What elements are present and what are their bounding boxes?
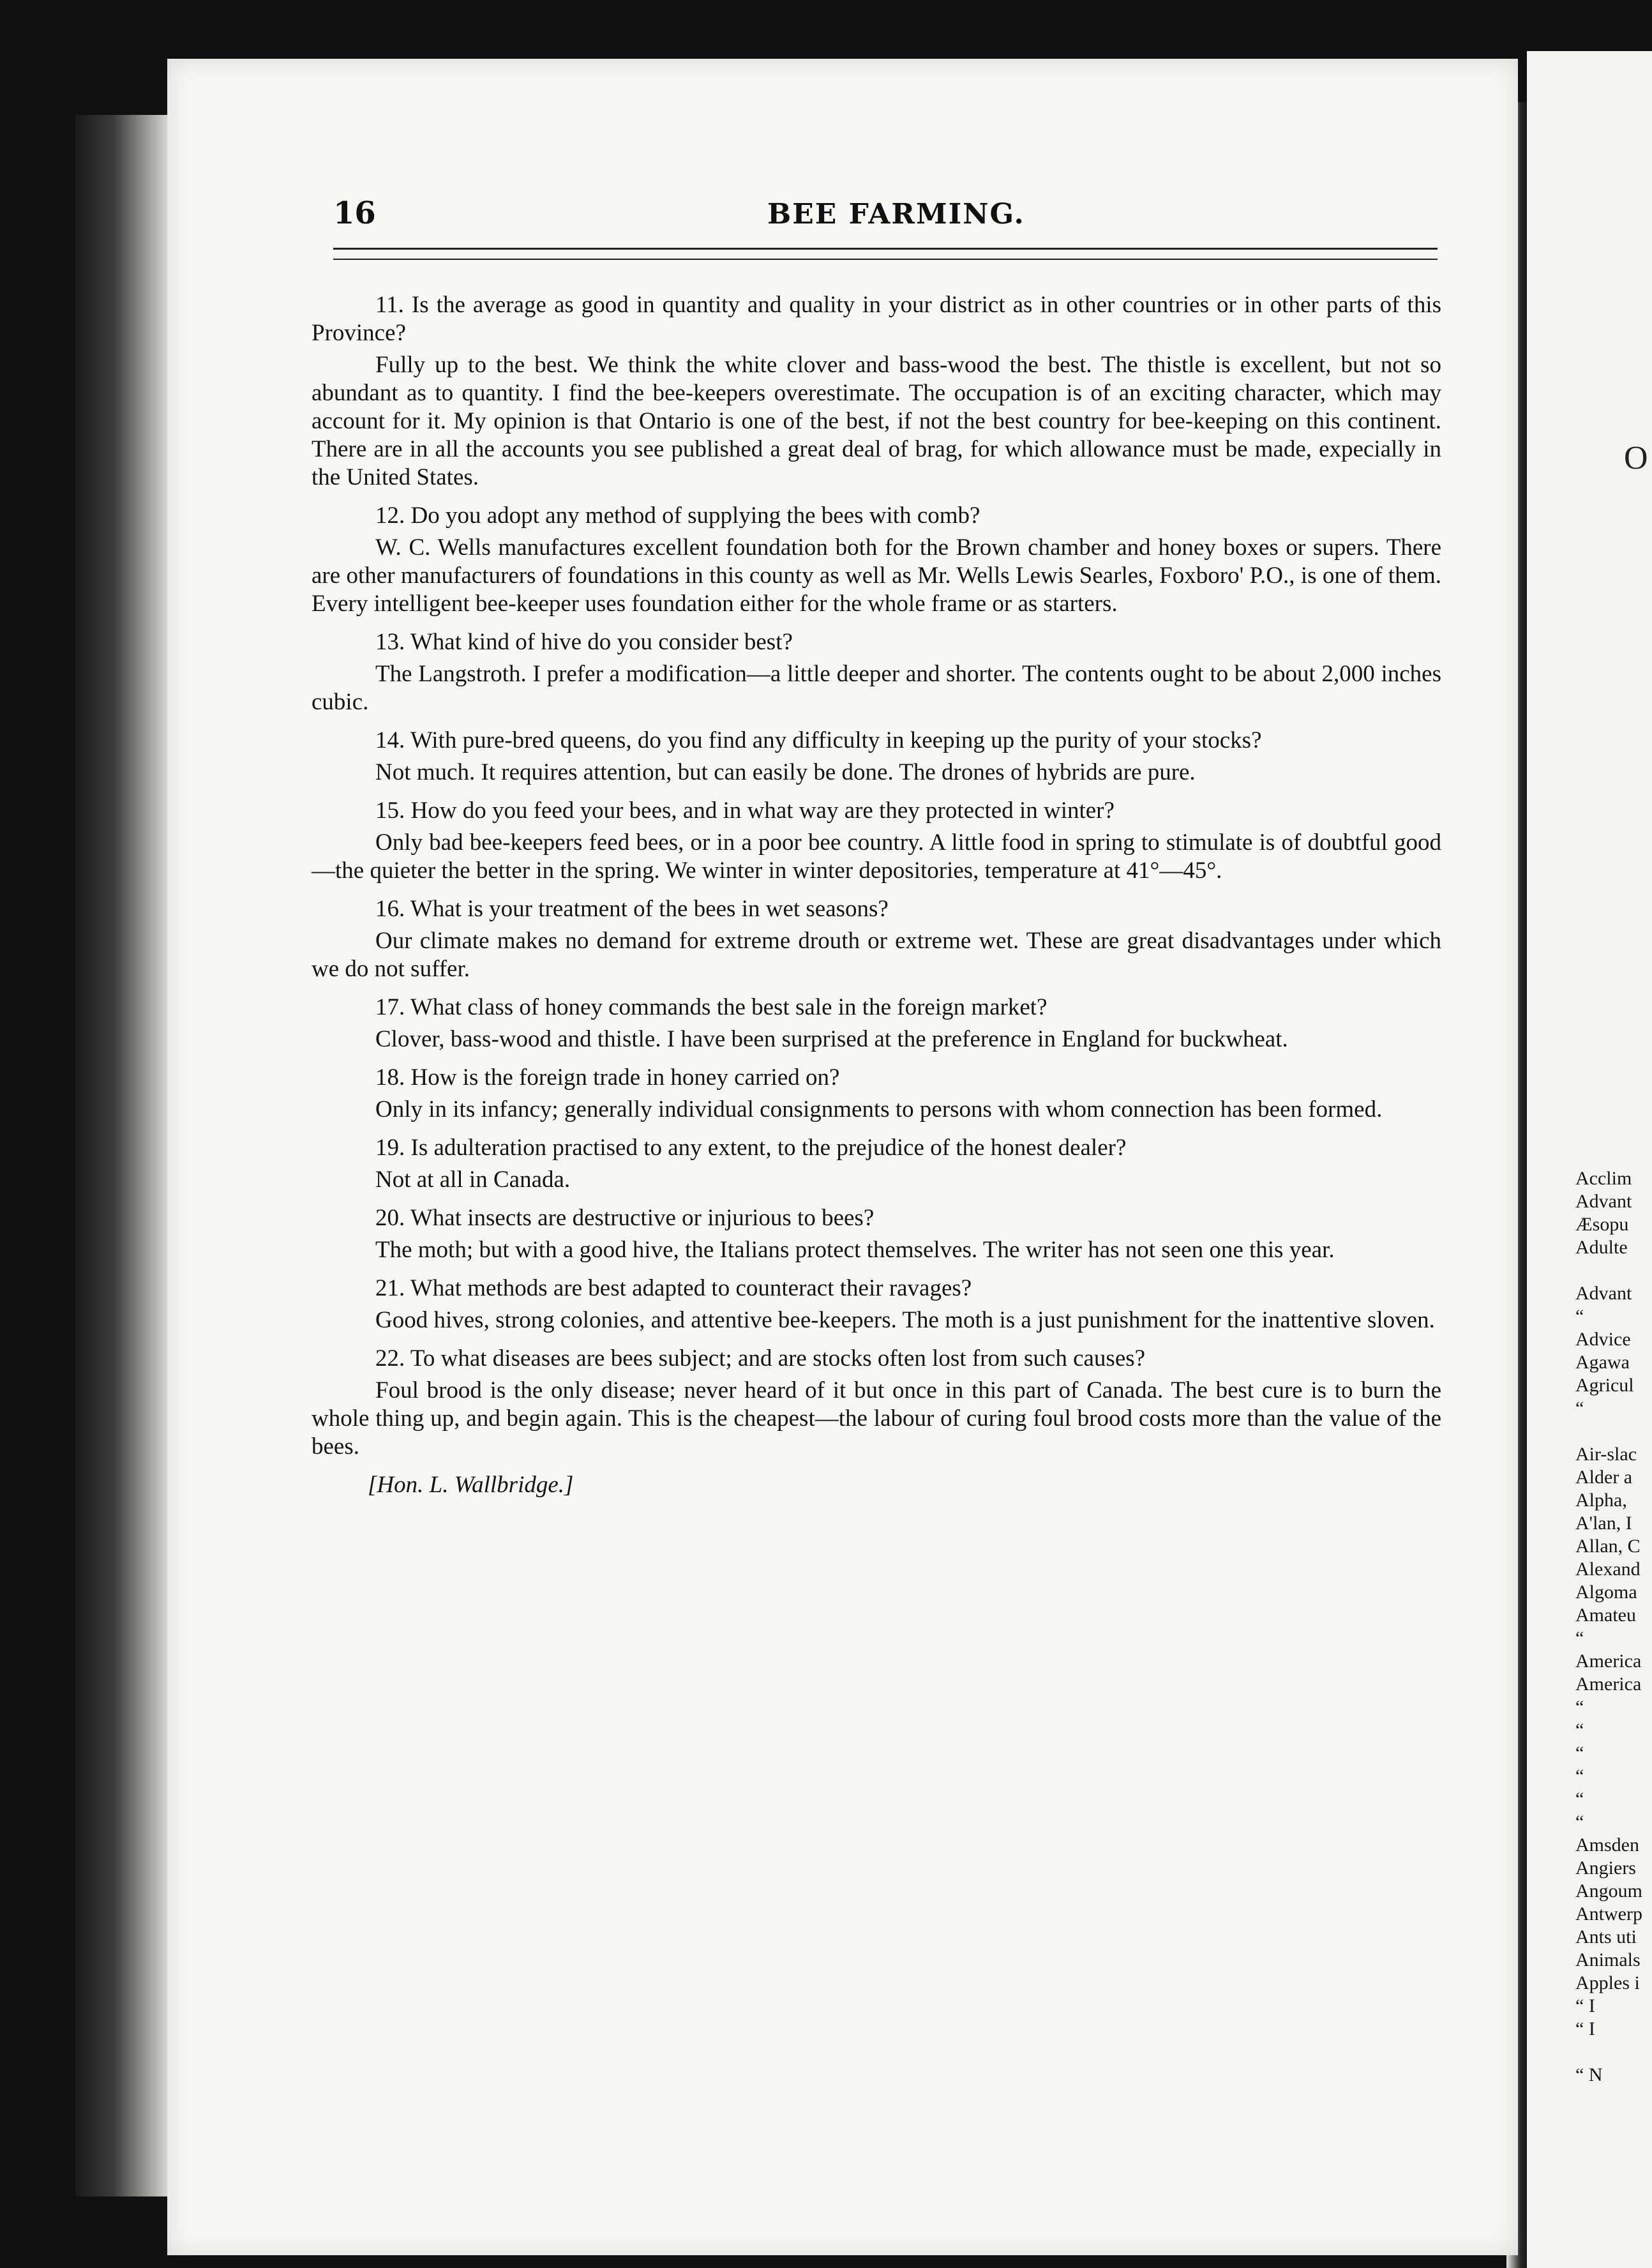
question-text: To what diseases are bees subject; and are stocks often lost from such causes? bbox=[410, 1345, 1146, 1372]
question bbox=[312, 1064, 1441, 1092]
index-fragment: Advant bbox=[1575, 1283, 1632, 1304]
question-number: 19. bbox=[375, 1135, 405, 1161]
qa-item bbox=[312, 797, 1441, 885]
question bbox=[312, 291, 1441, 347]
index-fragment: “ I bbox=[1575, 2018, 1595, 2039]
index-fragment: Agawa bbox=[1575, 1352, 1630, 1373]
answer: Our climate makes no demand for extreme drouth or extreme wet. These are great disadvantages under which we do not suffer. bbox=[312, 928, 1441, 982]
question bbox=[312, 1345, 1441, 1373]
qa-item bbox=[312, 1274, 1441, 1334]
question-text: How do you feed your bees, and in what way are they protected in winter? bbox=[410, 798, 1115, 824]
index-fragment: Animals bbox=[1575, 1949, 1641, 1970]
question-text: Is adulteration practised to any extent, to the prejudice of the honest dealer? bbox=[410, 1135, 1127, 1161]
question bbox=[312, 727, 1441, 755]
index-fragment bbox=[1575, 1420, 1652, 1443]
answer: W. C. Wells manufactures excellent foundation both for the Brown chamber and honey boxes or supers. There are other manufacturers of foundations in this county as well as Mr. Wells Lewis Searles, Foxboro' P.O., is one of them. Every intelligent bee-keeper uses foundation either for the whole frame or as starters. bbox=[312, 534, 1441, 617]
question-text: What methods are best adapted to counteract their ravages? bbox=[410, 1275, 972, 1301]
index-fragment: “ bbox=[1575, 1720, 1584, 1741]
index-fragment: Advice bbox=[1575, 1329, 1631, 1350]
answer: Only bad bee-keepers feed bees, or in a poor bee country. A little food in spring to stimulate is of doubtful good—the quieter the better in the spring. We winter in winter depositories, temperature at 41°—45°. bbox=[312, 829, 1441, 884]
index-fragment: Amateu bbox=[1575, 1605, 1636, 1626]
answer: Only in its infancy; generally individual consignments to persons with whom connection has been formed. bbox=[375, 1096, 1383, 1123]
index-fragment bbox=[1575, 1259, 1652, 1282]
index-fragment: A'lan, I bbox=[1575, 1513, 1632, 1534]
index-fragment: Angoum bbox=[1575, 1880, 1642, 1901]
qa-item bbox=[312, 502, 1441, 618]
index-fragment: Antwerp bbox=[1575, 1903, 1642, 1924]
question-text: What class of honey commands the best sale in the foreign market? bbox=[410, 994, 1048, 1020]
qa-item bbox=[312, 1204, 1441, 1264]
answer: Good hives, strong colonies, and attentive bee-keepers. The moth is a just punishment for the inattentive sloven. bbox=[375, 1307, 1435, 1333]
index-fragment: “ bbox=[1575, 1811, 1584, 1833]
question-number: 22. bbox=[375, 1345, 405, 1372]
index-fragment: Allan, C bbox=[1575, 1536, 1641, 1557]
qa-item bbox=[312, 1134, 1441, 1194]
question bbox=[312, 1274, 1441, 1303]
index-fragment: “ bbox=[1575, 1398, 1584, 1419]
index-fragment: Apples i bbox=[1575, 1972, 1640, 1993]
answer: Not at all in Canada. bbox=[375, 1167, 571, 1193]
question-text: What kind of hive do you consider best? bbox=[410, 629, 793, 655]
question bbox=[312, 797, 1441, 825]
page-header bbox=[333, 195, 1438, 236]
question-number: 14. bbox=[375, 727, 405, 753]
question-number: 15. bbox=[375, 798, 405, 824]
question-number: 20. bbox=[375, 1205, 405, 1231]
answer: Not much. It requires attention, but can easily be done. The drones of hybrids are pure. bbox=[375, 759, 1196, 785]
answer: Fully up to the best. We think the white clover and bass-wood the best. The thistle is excellent, but not so abundant as to quantity. I find the bee-keepers overestimate. The occupation is of an exciting character, which may account for it. My opinion is that Ontario is one of the best, if not the best country for bee-keeping on this continent. There are in all the accounts you see published a great deal of brag, for which allowance must be made, expecially in the United States. bbox=[312, 352, 1441, 490]
index-fragment: Agricul bbox=[1575, 1375, 1634, 1396]
answer: The moth; but with a good hive, the Italians protect themselves. The writer has not seen one this year. bbox=[375, 1237, 1335, 1263]
answer: Foul brood is the only disease; never heard of it but once in this part of Canada. The best cure is to burn the whole thing up, and begin again. This is the cheapest—the labour of curing foul brood costs more than the value of the bees. bbox=[312, 1377, 1441, 1460]
answer: The Langstroth. I prefer a modification—a little deeper and shorter. The contents ought to be about 2,000 inches cubic. bbox=[312, 661, 1441, 715]
question bbox=[312, 502, 1441, 530]
question bbox=[312, 628, 1441, 656]
question-text: How is the foreign trade in honey carried on? bbox=[410, 1064, 840, 1091]
adjacent-page-index bbox=[1575, 1167, 1652, 2087]
answer: Clover, bass-wood and thistle. I have been surprised at the preference in England for buckwheat. bbox=[375, 1026, 1288, 1052]
question bbox=[312, 994, 1441, 1022]
question-text: Do you adopt any method of supplying the bees with comb? bbox=[410, 503, 980, 529]
index-fragment: Angiers bbox=[1575, 1857, 1636, 1879]
question-number: 12. bbox=[375, 503, 405, 529]
index-fragment: “ bbox=[1575, 1628, 1584, 1649]
question-text: What insects are destructive or injurious to bees? bbox=[410, 1205, 875, 1231]
question bbox=[312, 1204, 1441, 1232]
page-body bbox=[312, 291, 1441, 1499]
index-fragment: Advant bbox=[1575, 1191, 1632, 1212]
index-fragment: Alder a bbox=[1575, 1467, 1633, 1488]
qa-item bbox=[312, 291, 1441, 492]
index-fragment: Alpha, bbox=[1575, 1490, 1627, 1511]
question-text: With pure-bred queens, do you find any difficulty in keeping up the purity of your stocks? bbox=[410, 727, 1262, 753]
index-fragment: “ bbox=[1575, 1697, 1584, 1718]
index-fragment: Alexand bbox=[1575, 1559, 1641, 1580]
question-number: 17. bbox=[375, 994, 405, 1020]
index-fragment: Air-slac bbox=[1575, 1444, 1637, 1465]
signature: [Hon. L. Wallbridge.] bbox=[368, 1472, 574, 1498]
index-fragment: “ bbox=[1575, 1788, 1584, 1810]
question-text: Is the average as good in quantity and quality in your district as in other countries or in other parts of this Province? bbox=[312, 292, 1441, 346]
question-text: What is your treatment of the bees in wet seasons? bbox=[410, 896, 889, 922]
index-fragment: Algoma bbox=[1575, 1582, 1637, 1603]
index-fragment: “ bbox=[1575, 1306, 1584, 1327]
qa-item bbox=[312, 1064, 1441, 1124]
index-fragment: “ I bbox=[1575, 1995, 1595, 2016]
question-number: 18. bbox=[375, 1064, 405, 1091]
index-fragment: Æsopu bbox=[1575, 1214, 1629, 1235]
question bbox=[312, 1134, 1441, 1162]
running-title: BEE FARMING. bbox=[767, 198, 1025, 231]
index-fragment: Adulte bbox=[1575, 1237, 1628, 1258]
header-rule bbox=[333, 248, 1438, 260]
qa-item bbox=[312, 628, 1441, 716]
qa-item bbox=[312, 1345, 1441, 1461]
index-fragment: America bbox=[1575, 1674, 1642, 1695]
question-number: 16. bbox=[375, 896, 405, 922]
index-fragment: Ants uti bbox=[1575, 1926, 1637, 1947]
index-fragment: “ bbox=[1575, 1765, 1584, 1787]
question bbox=[312, 895, 1441, 923]
index-fragment: Acclim bbox=[1575, 1168, 1632, 1189]
index-fragment: “ bbox=[1575, 1743, 1584, 1764]
index-fragment: Amsden bbox=[1575, 1834, 1639, 1856]
adjacent-page-letter: O bbox=[1624, 440, 1648, 476]
page-number: 16 bbox=[333, 195, 376, 231]
qa-item bbox=[312, 895, 1441, 983]
question-number: 13. bbox=[375, 629, 405, 655]
index-fragment bbox=[1575, 2041, 1652, 2064]
question-number: 21. bbox=[375, 1275, 405, 1301]
index-fragment: America bbox=[1575, 1651, 1642, 1672]
qa-item bbox=[312, 727, 1441, 787]
question-number: 11. bbox=[375, 292, 404, 318]
index-fragment: “ N bbox=[1575, 2064, 1603, 2085]
qa-item bbox=[312, 994, 1441, 1054]
page-edge-shadow bbox=[75, 115, 170, 2196]
